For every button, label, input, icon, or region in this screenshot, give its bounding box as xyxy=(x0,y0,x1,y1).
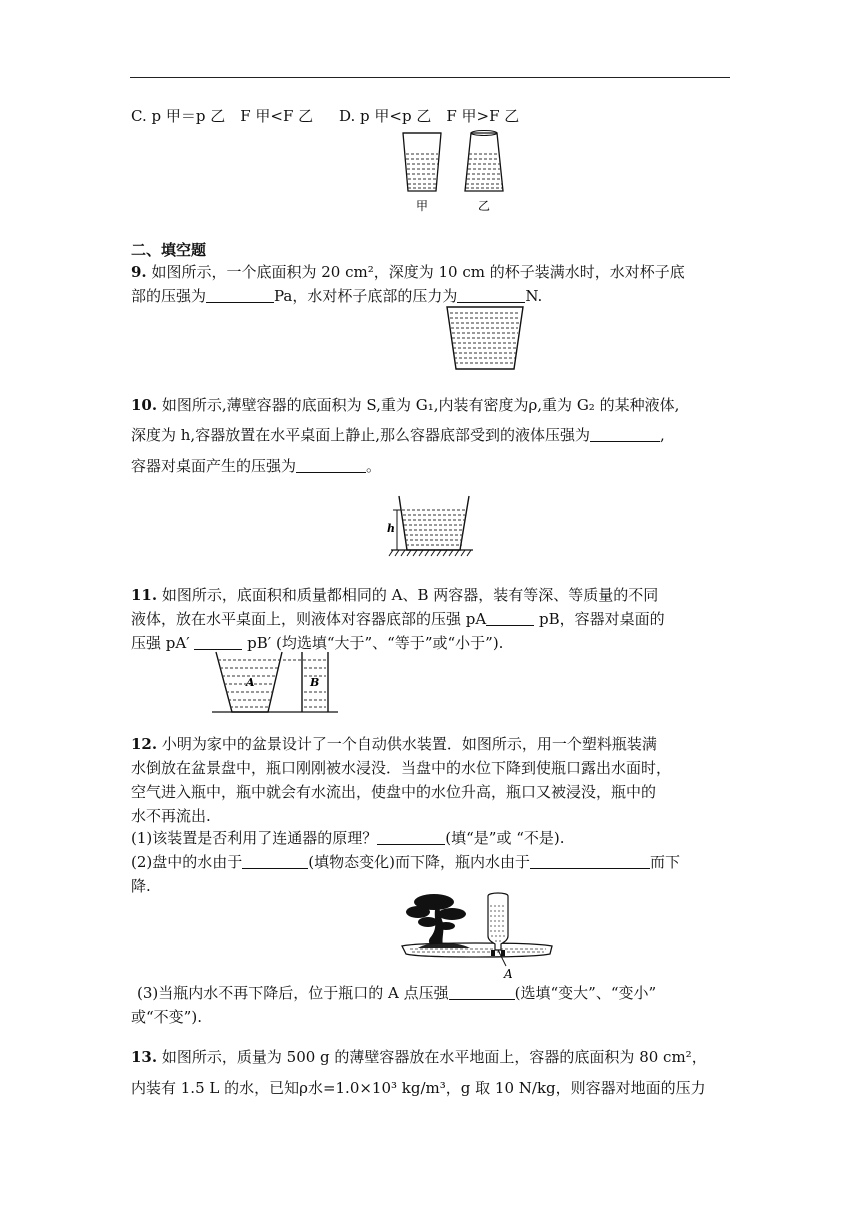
q10-text-3a: 容器对桌面产生的压强为 xyxy=(131,457,297,475)
container-a-label: A xyxy=(246,676,255,689)
q9-text-2a: 部的压强为 xyxy=(131,287,207,305)
q10-text-2b: , xyxy=(659,426,665,444)
q12-text-1: 小明为家中的盆景设计了一个自动供水装置．如图所示，用一个塑料瓶装满 xyxy=(161,735,657,753)
option-d: D. p 甲<p 乙 F 甲>F 乙 xyxy=(339,107,520,125)
q12-sub2-text-c: 而下 xyxy=(649,853,680,871)
q10-line1 xyxy=(131,393,679,417)
q12-number: 12. xyxy=(131,735,158,753)
q10-text-2a: 深度为 h,容器放置在水平桌面上静止,那么容器底部受到的液体压强为 xyxy=(131,426,590,444)
q9-blank-pressure[interactable] xyxy=(206,286,274,303)
q10-line2 xyxy=(131,423,665,447)
q13-line2: 内装有 1.5 L 的水，已知ρ水=1.0×10³ kg/m³，g 取 10 N/kg，则容器对地面的压力 xyxy=(131,1079,706,1097)
q12-line3: 空气进入瓶中，瓶中就会有水流出，使盘中的水位升高，瓶口又被浸没，瓶中的 xyxy=(131,783,657,801)
q12-blank-reason[interactable] xyxy=(530,852,650,869)
depth-label: h xyxy=(387,522,395,535)
q12-sub1 xyxy=(131,826,565,850)
q12-sub1-text-b: (填“是”或 “不是). xyxy=(445,829,565,847)
q12-sub2-text-b: (填物态变化)而下降，瓶内水由于 xyxy=(308,853,530,871)
q10-blank-liquid-pressure[interactable] xyxy=(590,425,660,442)
q12-sub3-text-b: (选填“变大”、“变小” xyxy=(514,984,657,1002)
figure-container-q10 xyxy=(385,492,477,558)
figure-containers-ab xyxy=(212,652,338,716)
q12-sub2 xyxy=(131,850,680,874)
q13-text-1: 如图所示，质量为 500 g 的薄壁容器放在水平地面上，容器的底面积为 80 cm²， xyxy=(161,1048,707,1066)
q9-number: 9. xyxy=(131,263,147,281)
q10-text-1: 如图所示,薄壁容器的底面积为 S,重为 G₁,内装有密度为ρ,重为 G₂ 的某种液体, xyxy=(161,396,680,414)
point-a-label: A xyxy=(504,967,513,981)
q10-number: 10. xyxy=(131,396,158,414)
q12-sub3-cont: 或“不变”). xyxy=(131,1008,202,1026)
header-rule xyxy=(130,77,730,78)
q11-line2 xyxy=(131,607,665,631)
q12-line4: 水不再流出. xyxy=(131,807,211,825)
cup-label-yi: 乙 xyxy=(477,199,491,213)
q12-sub3-text-a: (3)当瓶内水不再下降后，位于瓶口的 A 点压强 xyxy=(137,984,449,1002)
q11-line1 xyxy=(131,583,658,607)
q9-text-2c: N. xyxy=(525,287,543,305)
q12-sub3 xyxy=(137,981,656,1005)
option-c: C. p 甲＝p 乙 F 甲<F 乙 xyxy=(131,107,314,125)
container-b-label: B xyxy=(310,676,320,689)
cup-label-jia: 甲 xyxy=(415,199,429,213)
q11-blank-liquid[interactable] xyxy=(486,609,534,626)
q13-number: 13. xyxy=(131,1048,158,1066)
q10-blank-table-pressure[interactable] xyxy=(296,456,366,473)
q12-blank-pressure-a[interactable] xyxy=(449,983,515,1000)
figure-cup-q9 xyxy=(446,305,524,371)
q12-sub2-text-a: (2)盘中的水由于 xyxy=(131,853,243,871)
q11-text-1: 如图所示，底面积和质量都相同的 A、B 两容器，装有等深、等质量的不同 xyxy=(161,586,659,604)
q10-line3 xyxy=(131,454,381,478)
q12-line2: 水倒放在盆景盘中，瓶口刚刚被水浸没．当盘中的水位下降到使瓶口露出水面时， xyxy=(131,759,672,777)
q10-text-3b: 。 xyxy=(366,457,382,475)
q11-text-3b: pB′ (均选填“大于”、“等于”或“小于”). xyxy=(247,634,504,652)
section-title: 二、填空题 xyxy=(131,241,207,259)
figure-cups xyxy=(400,128,510,214)
q9-blank-force[interactable] xyxy=(457,286,525,303)
figure-bonsai-bottle xyxy=(400,890,560,980)
q12-sub1-text-a: (1)该装置是否利用了连通器的原理？ xyxy=(131,829,378,847)
q11-text-3a: 压强 pA′ xyxy=(131,634,190,652)
q12-blank-connector[interactable] xyxy=(377,828,445,845)
q12-blank-phase-change[interactable] xyxy=(242,852,308,869)
q12-line1 xyxy=(131,732,657,756)
q13-line1 xyxy=(131,1045,707,1069)
q11-blank-table[interactable] xyxy=(194,633,242,650)
q9-text-1: 如图所示，一个底面积为 20 cm²，深度为 10 cm 的杯子装满水时，水对杯子底 xyxy=(151,263,685,281)
q11-text-2a: 液体，放在水平桌面上，则液体对容器底部的压强 pA xyxy=(131,610,487,628)
q9-text-2b: Pa，水对杯子底部的压力为 xyxy=(274,287,458,305)
q12-sub2-cont: 降. xyxy=(131,877,151,895)
q11-text-2b: pB，容器对桌面的 xyxy=(539,610,665,628)
q9-line1 xyxy=(131,260,685,284)
q11-number: 11. xyxy=(131,586,158,604)
